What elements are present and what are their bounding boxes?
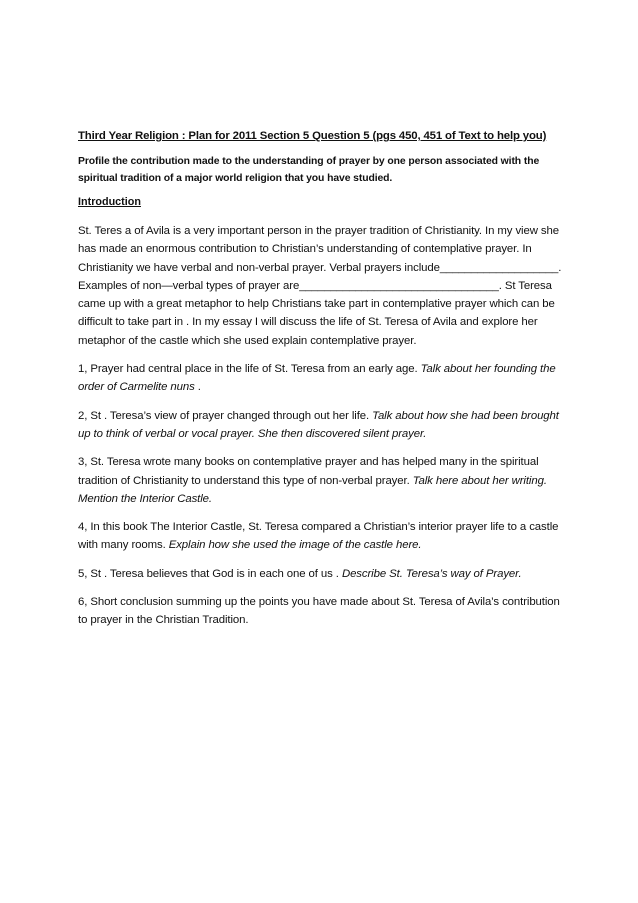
point-4-paragraph [78, 518, 563, 555]
point-3-text: 3, St. Teresa wrote many books on contemplative prayer and has helped many in the spiritual tradition of Christianity to understand this type of non-verbal prayer. [78, 456, 539, 487]
point-5-text: 5, St . Teresa believes that God is in each one of us . [78, 567, 342, 580]
point-1-text: 1, Prayer had central place in the life of St. Teresa from an early age. [78, 363, 421, 376]
point-2-text: 2, St . Teresa’s view of prayer changed through out her life. [78, 409, 373, 422]
introduction-heading: Introduction [78, 196, 141, 208]
point-1-tail: . [197, 381, 201, 394]
point-4-text: 4, In this book The Interior Castle, St. Teresa compared a Christian’s interior prayer life to a castle with many rooms. [78, 521, 559, 552]
point-5-instruction: Describe St. Teresa’s way of Prayer. [341, 567, 522, 580]
point-2-paragraph [78, 407, 563, 444]
document-page [78, 128, 563, 640]
point-3-paragraph [78, 453, 563, 508]
point-1-paragraph [78, 360, 563, 397]
point-6-text: 6, Short conclusion summing up the points you have made about St. Teresa of Avila’s contribution to prayer in the Christian Tradition. [78, 596, 560, 627]
point-3-instruction: Talk here about her writing. Mention the Interior Castle. [78, 474, 547, 505]
document-title: Third Year Religion : Plan for 2011 Section 5 Question 5 (pgs 450, 451 of Text to help you) [78, 130, 547, 142]
point-5-paragraph [78, 565, 563, 583]
point-2-instruction: Talk about how she had been brought up to think of verbal or vocal prayer. She then discovered silent prayer. [78, 409, 559, 440]
point-4-instruction: Explain how she used the image of the castle here. [168, 539, 422, 552]
point-6-paragraph [78, 593, 563, 630]
introduction-paragraph: St. Teres a of Avila is a very important person in the prayer tradition of Christianity. In my view she has made an enormous contribution to Christian’s understanding of contemplative prayer. In Christianity we have verbal and non-verbal prayer. Verbal prayers include___________________. Examples of non—verbal types of prayer are________________________________. St Teresa came up with a great metaphor to help Christians take part in contemplative prayer which can be difficult to take part in . In my essay I will discuss the life of St. Teresa of Avila and explore her metaphor of the castle which she used explain contemplative prayer. [78, 225, 562, 347]
point-1-instruction: Talk about her founding the order of Carmelite nuns [78, 363, 556, 394]
exam-question: Profile the contribution made to the understanding of prayer by one person associated with the spiritual tradition of a major world religion that you have studied. [78, 156, 540, 184]
